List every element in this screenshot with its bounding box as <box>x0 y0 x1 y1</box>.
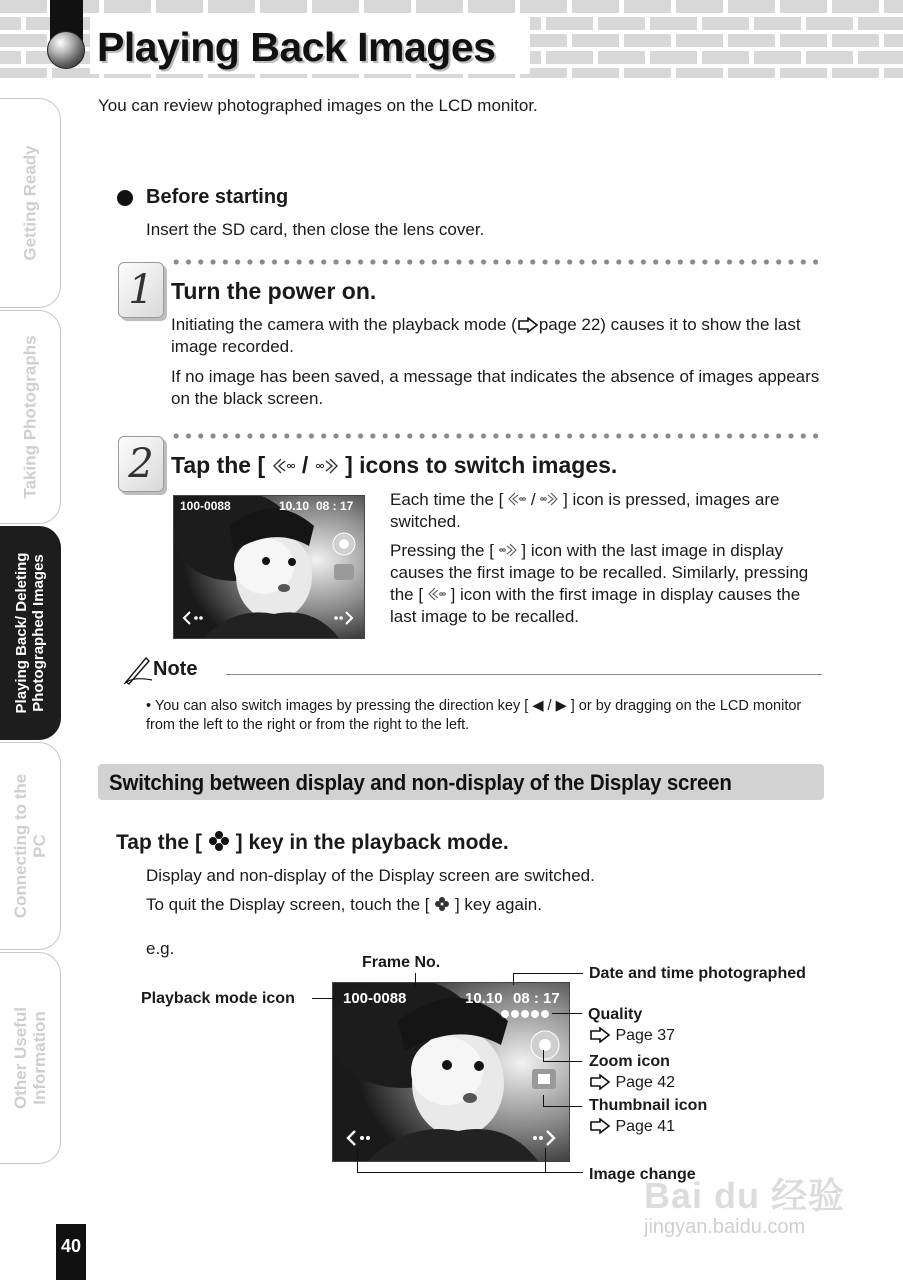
before-starting-heading: Before starting <box>146 186 289 208</box>
section-title: Switching between display and non-display of the Display screen <box>109 770 732 795</box>
callout-frame-no: Frame No. <box>362 954 441 971</box>
tap-display-paragraph-2 <box>146 894 542 916</box>
example-label: e.g. <box>146 939 175 958</box>
step2-paragraph-2 <box>390 540 820 628</box>
text-span: Each time the [ <box>390 490 504 509</box>
title-ball-icon <box>47 31 85 69</box>
callout-image-change: Image change <box>589 1166 696 1183</box>
step2-paragraph-1 <box>390 489 815 533</box>
text-span: ] key again. <box>454 895 542 914</box>
display-toggle-icon <box>208 830 230 852</box>
prev-image-icon <box>428 587 446 601</box>
overlay-text: 100-0088 <box>180 499 231 513</box>
callout-line <box>415 973 416 987</box>
side-tab-connecting-pc[interactable] <box>0 742 61 950</box>
dotted-divider <box>170 432 818 440</box>
page-ref-arrow-icon <box>590 1074 610 1090</box>
side-tab-taking-photographs[interactable] <box>0 310 61 524</box>
text-span: Tap the [ <box>171 452 266 478</box>
page-ref-link[interactable]: page 22 <box>538 315 601 334</box>
page-ref-link[interactable]: Page 42 <box>615 1074 676 1091</box>
pencil-icon <box>122 654 154 686</box>
callout-line <box>513 973 514 985</box>
callout-line <box>357 1172 583 1173</box>
page-ref-arrow-icon <box>590 1118 610 1134</box>
text-span: / <box>530 490 536 509</box>
callout-line <box>552 1013 582 1014</box>
bullet-dot-icon <box>117 190 133 206</box>
text-span: ] icon with the first image in display causes the last image to be recalled. <box>390 585 801 626</box>
side-tab-label: Playing Back/ Deleting Photographed Images <box>13 552 47 714</box>
step-number-badge: 1 <box>118 262 164 318</box>
callout-quality: Quality <box>588 1006 643 1023</box>
text-span: ] icon is pressed, images are switched. <box>390 490 780 531</box>
watermark-logo: Bai du 经验 <box>644 1175 846 1216</box>
tap-display-paragraph-1: Display and non-display of the Display screen are switched. <box>146 866 595 885</box>
step-number-badge: 2 <box>118 436 164 492</box>
side-tab-label: Taking Photographs <box>20 335 40 499</box>
tap-display-heading <box>116 830 509 855</box>
side-tab-label: Connecting to the PC <box>11 773 49 919</box>
callout-zoom: Zoom icon <box>589 1053 670 1070</box>
callout-playback-mode-icon: Playback mode icon <box>141 990 295 1007</box>
callout-line <box>543 1061 582 1062</box>
next-image-icon <box>540 492 558 506</box>
callout-date-time: Date and time photographed <box>589 965 806 982</box>
text-span: Pressing the [ <box>390 541 494 560</box>
callout-quality-page <box>589 1027 675 1045</box>
note-bullet: • <box>146 698 152 714</box>
step1-paragraph-2: If no image has been saved, a message that indicates the absence of images appears on the black screen. <box>171 367 820 408</box>
text-span: To quit the Display screen, touch the [ <box>146 895 430 914</box>
side-tab-label: Getting Ready <box>20 145 40 261</box>
next-image-icon <box>315 457 339 475</box>
playback-screen-photo-large <box>332 982 570 1162</box>
step1-title: Turn the power on. <box>171 278 377 304</box>
overlay-text: 100-0088 <box>343 990 407 1007</box>
overlay-text: 10.10 <box>279 499 310 513</box>
callout-thumbnail: Thumbnail icon <box>589 1097 708 1114</box>
page-number: 40 <box>60 1236 82 1256</box>
text-span: ] icons to switch images. <box>345 452 618 478</box>
page-ref-link[interactable]: Page 37 <box>615 1027 676 1044</box>
page-ref-arrow-icon <box>590 1027 610 1043</box>
before-starting-text: Insert the SD card, then close the lens cover. <box>146 220 485 239</box>
note-label: Note <box>153 658 198 680</box>
page-ref-arrow-icon <box>518 317 538 333</box>
overlay-text: 08 : 17 <box>513 990 560 1007</box>
callout-line <box>357 1148 358 1172</box>
prev-image-icon <box>508 492 526 506</box>
step1-paragraph-1 <box>171 314 821 358</box>
playback-screen-photo-small <box>173 495 365 639</box>
text-span: ) causes it to show the last image recorded. <box>171 315 801 356</box>
text-span: Tap the [ <box>116 831 202 854</box>
next-image-icon <box>499 543 517 557</box>
overlay-text: 08 : 17 <box>316 499 354 513</box>
prev-image-icon <box>272 457 296 475</box>
page-title: Playing Back Images <box>97 24 496 70</box>
side-tab-getting-ready[interactable] <box>0 98 61 308</box>
side-tab-playing-back[interactable] <box>0 526 61 740</box>
callout-line <box>513 973 583 974</box>
callout-line <box>543 1106 582 1107</box>
note-text <box>146 697 806 735</box>
display-toggle-icon <box>434 896 450 912</box>
side-tab-label: Other Useful Information <box>11 1006 49 1110</box>
text-span: ] icon with the last image in display causes the first image to be recalled. Similarly, pressing the [ <box>390 541 809 604</box>
intro-text: You can review photographed images on the LCD monitor. <box>98 96 538 115</box>
callout-line <box>312 998 336 999</box>
text-span: Initiating the camera with the playback mode ( <box>171 315 517 334</box>
note-divider <box>226 674 822 675</box>
text-span: You can also switch images by pressing the direction key [ ◀ / ▶ ] or by dragging on the LCD monitor from the left to the right or from the right to the left. <box>146 698 802 733</box>
side-tab-other-info[interactable] <box>0 952 61 1164</box>
callout-zoom-page <box>589 1074 675 1092</box>
overlay-text: 10.10 <box>465 990 503 1007</box>
callout-line <box>545 1148 546 1172</box>
dotted-divider <box>170 258 818 266</box>
page-ref-link[interactable]: Page 41 <box>615 1118 676 1135</box>
watermark-url: jingyan.baidu.com <box>644 1216 806 1238</box>
callout-thumbnail-page <box>589 1118 675 1136</box>
text-span: ] key in the playback mode. <box>235 831 509 854</box>
text-span: / <box>301 452 309 478</box>
step2-title <box>171 452 617 479</box>
